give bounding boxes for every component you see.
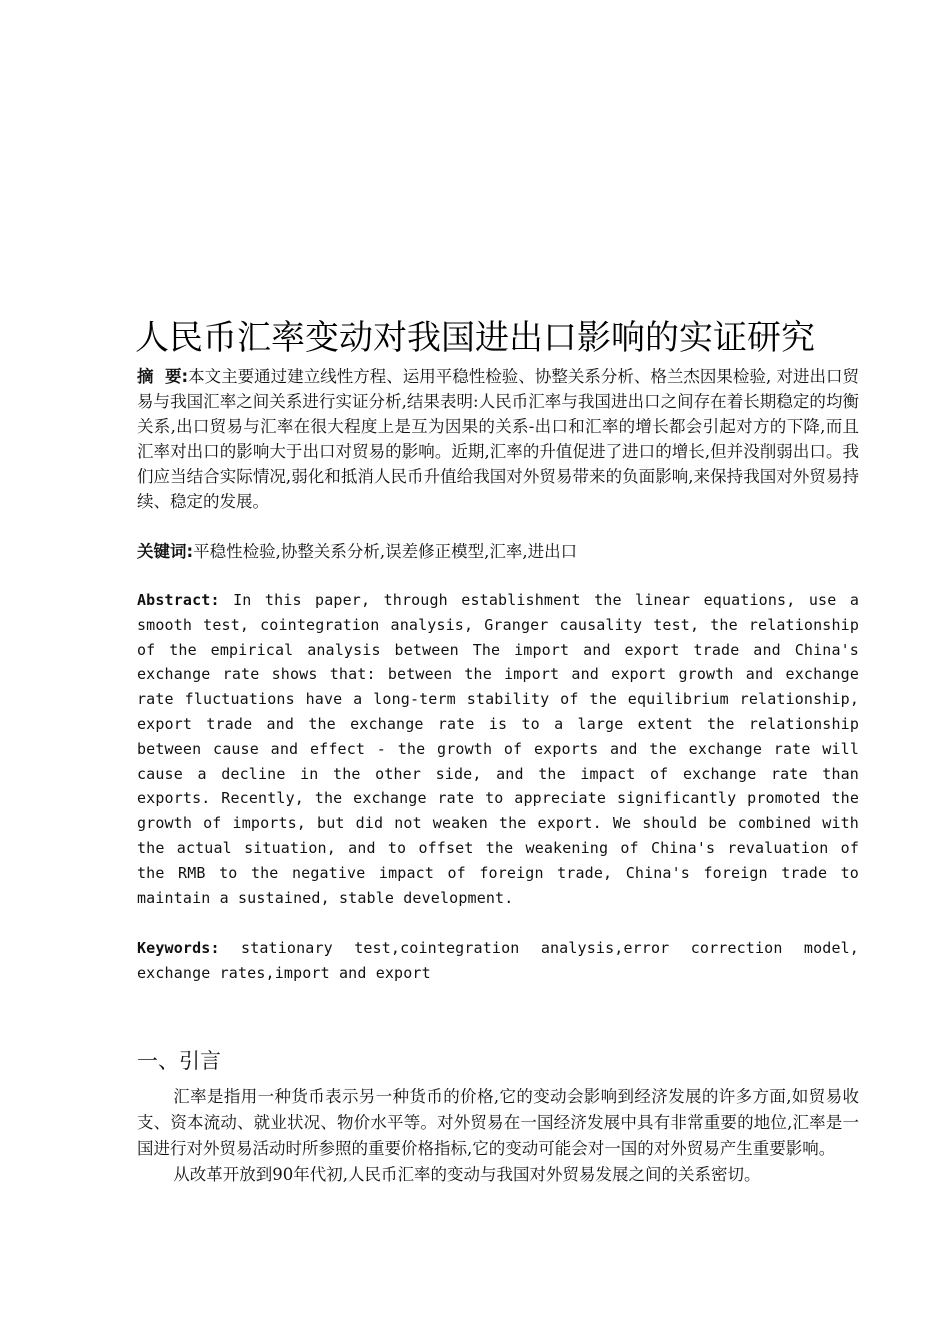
section-heading-intro: 一、引言 [137,1049,221,1073]
abstract-en [137,588,859,910]
abstract-en-text: In this paper, through establishment the linear equations, use a smooth test, cointegration analysis, Granger causality test, the relationship of the empirical analysis between The import and export trade and China's exchange rate shows that: between the import and export growth and exchange rate fluctuations have a long-term stability of the equilibrium relationship, export trade and the exchange rate is to a large extent the relationship between cause and effect - the growth of exports and the exchange rate will cause a decline in the other side, and the impact of exchange rate than exports. Recently, the exchange rate to appreciate significantly promoted the growth of imports, but did not weaken the export. We should be combined with the actual situation, and to offset the weakening of China's revaluation of the RMB to the negative impact of foreign trade, China's foreign trade to maintain a sustained, stable development. [137,591,859,907]
keywords-cn-label: 关键词: [137,542,194,561]
abstract-cn-label: 摘 要: [137,367,189,386]
keywords-en [137,936,859,986]
keywords-en-label: Keywords: [137,939,220,957]
abstract-cn-text: 本文主要通过建立线性方程、运用平稳性检验、协整关系分析、格兰杰因果检验, 对进出口贸易与我国汇率之间关系进行实证分析,结果表明:人民币汇率与我国进出口之间存在着长期稳定的均衡关系,出口贸易与汇率在很大程度上是互为因果的关系-出口和汇率的增长都会引起对方的下降,而且汇率对出口的影响大于出口对贸易的影响。近期,汇率的升值促进了进口的增长,但并没削弱出口。我们应当结合实际情况,弱化和抵消人民币升值给我国对外贸易带来的负面影响,来保持我国对外贸易持续、稳定的发展。 [137,367,859,511]
keywords-cn-text: 平稳性检验,协整关系分析,误差修正模型,汇率,进出口 [193,542,578,561]
intro-paragraph: 从改革开放到90年代初,人民币汇率的变动与我国对外贸易发展之间的关系密切。 [173,1165,761,1184]
section-intro-body [137,1084,859,1188]
abstract-cn [137,364,859,514]
keywords-en-text: stationary test,cointegration analysis,error correction model, exchange rates,import and export [137,939,859,982]
intro-paragraph: 汇率是指用一种货币表示另一种货币的价格,它的变动会影响到经济发展的许多方面,如贸易收支、资本流动、就业状况、物价水平等。对外贸易在一国经济发展中具有非常重要的地位,汇率是一国进行对外贸易活动时所参照的重要价格指标,它的变动可能会对一国的对外贸易产生重要影响。 [137,1087,859,1158]
abstract-en-label: Abstract: [137,591,220,609]
keywords-cn [137,539,859,564]
paper-title: 人民币汇率变动对我国进出口影响的实证研究 [135,318,815,358]
